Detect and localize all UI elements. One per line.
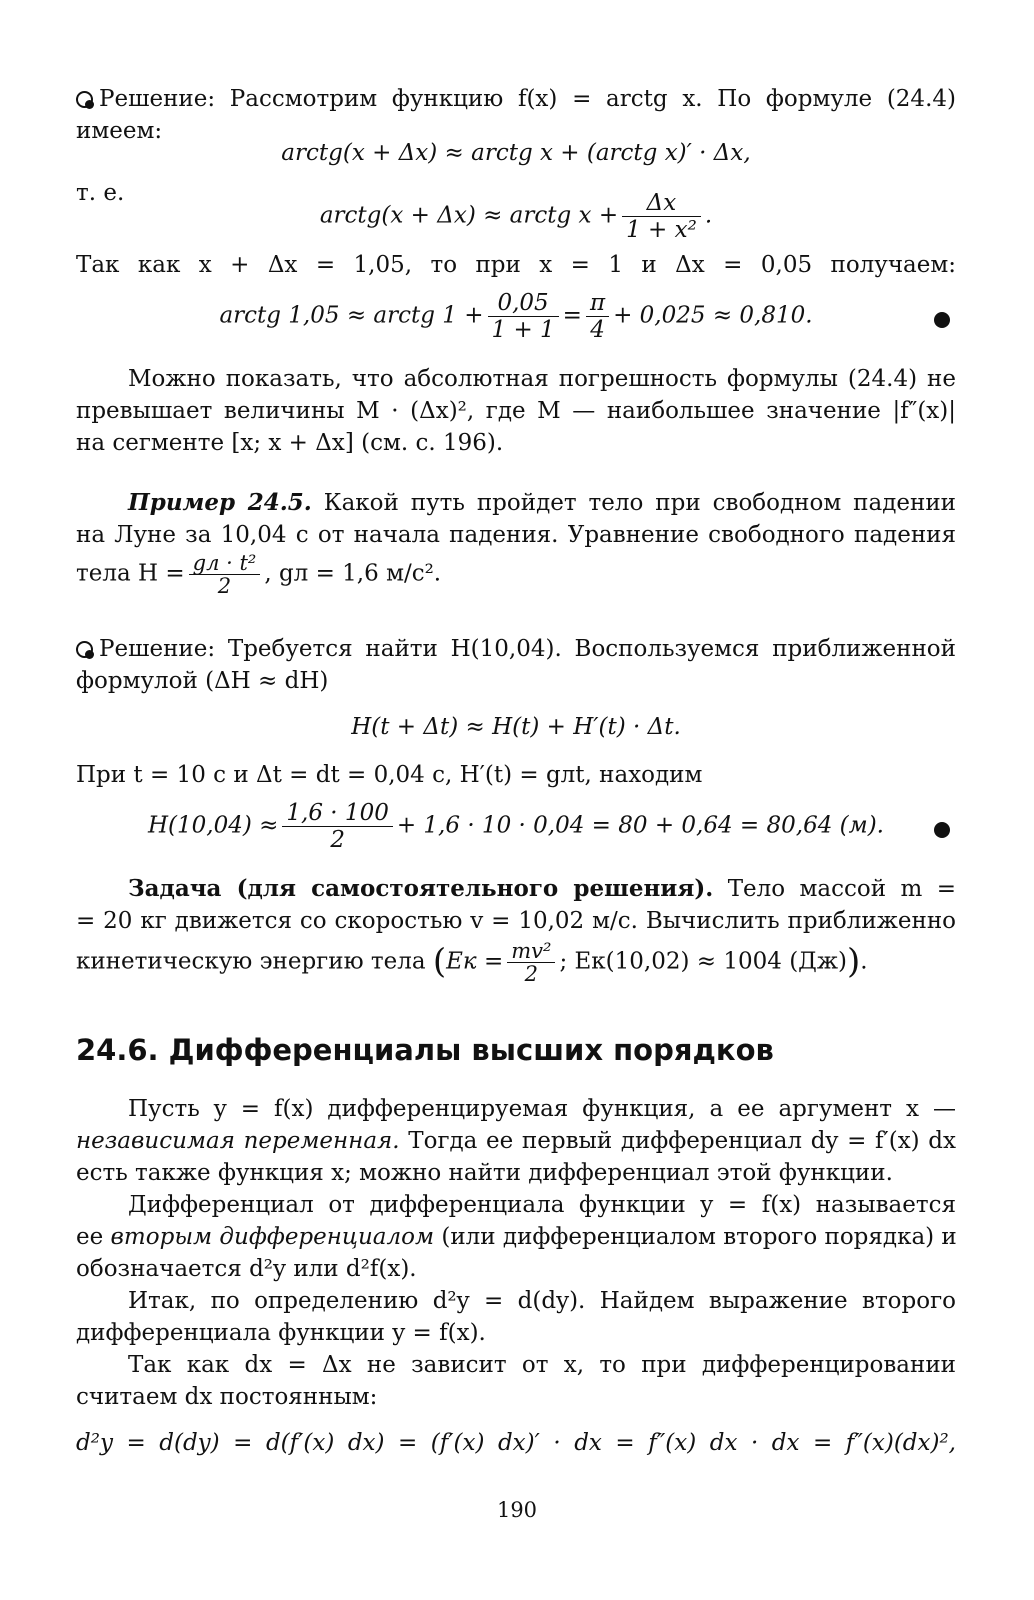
section-heading: 24.6. Дифференциалы высших порядков (76, 1033, 774, 1067)
section-p1-line3: есть также функция x; можно найти дифференциал этой функции. (76, 1160, 893, 1186)
task-line2: = 20 кг движется со скоростью v = 10,02 м/с. Вычислить приближенно (76, 908, 956, 934)
task-line1: Задача (для самостоятельного решения). Тело массой m = (128, 875, 957, 902)
solution1-te: т. е. (76, 180, 125, 206)
solution-end-icon (934, 312, 950, 328)
solution-start-icon (76, 641, 93, 658)
solution1-eq2: arctg(x + Δx) ≈ arctg x + $\frac{\Delta x}{\text{1 + x²}}$ . (319, 190, 713, 243)
solution1-line1: Решение: Рассмотрим функцию f(x) = arctg x. По формуле (24.4) (76, 84, 956, 114)
solution2-line3: При t = 10 с и Δt = dt = 0,04 с, H′(t) = gлt, находим (76, 762, 703, 788)
solution1-line3: Так как x + Δx = 1,05, то при x = 1 и Δx = 0,05 получаем: (76, 252, 956, 278)
section-p3-line1: Итак, по определению d²y = d(dy). Найдем выражение второго (128, 1288, 956, 1314)
example-line1: Пример 24.5. Какой путь пройдет тело при свободном падении (128, 489, 956, 516)
section-final-equation: d²y = d(dy) = d(f′(x) dx) = (f′(x) dx)′ · dx = f″(x) dx · dx = f″(x)(dx)², (76, 1430, 956, 1456)
page-number: 190 (496, 1498, 538, 1522)
section-p1-line2: независимая переменная. Тогда ее первый дифференциал dy = f′(x) dx (76, 1128, 957, 1154)
section-p4-line1: Так как dx = Δx не зависит от x, то при дифференцировании (128, 1352, 956, 1378)
remark-line3: на сегменте [x; x + Δx] (см. с. 196). (76, 430, 504, 456)
section-p2-line3: обозначается d²y или d²f(x). (76, 1256, 417, 1282)
solution2-eq2: H(10,04) ≈ $\frac{1,6 \cdot 100}{2}$ + 1,6 · 10 · 0,04 = 80 + 0,64 = 80,64 (м). (147, 800, 884, 853)
example-line2: на Луне за 10,04 с от начала падения. Уравнение свободного падения (76, 522, 956, 548)
solution-start-icon (76, 91, 93, 108)
section-p1-line1: Пусть y = f(x) дифференцируемая функция, а ее аргумент x — (128, 1096, 956, 1122)
task-line3: кинетическую энергию тела (Eк = $\frac{\text{mv²}}{2}$ ; Eк(10,02) ≈ 1004 (Дж)). (76, 939, 868, 986)
solution1-line2: имеем: (76, 118, 163, 144)
solution-end-icon (934, 822, 950, 838)
section-p3-line2: дифференциала функции y = f(x). (76, 1320, 486, 1346)
section-p2-line1: Дифференциал от дифференциала функции y = f(x) называется (128, 1192, 956, 1218)
solution2-line1: Решение: Требуется найти H(10,04). Воспользуемся приближенной (76, 634, 956, 664)
example-line3: тела H = $\frac{\text{gл · t²}}{2}$ , gл = 1,6 м/с². (76, 551, 442, 598)
solution1-eq1: arctg(x + Δx) ≈ arctg x + (arctg x)′ · Δx, (281, 140, 751, 166)
solution2-eq1: H(t + Δt) ≈ H(t) + H′(t) · Δt. (351, 714, 681, 740)
section-p4-line2: считаем dx постоянным: (76, 1384, 378, 1410)
solution2-line2: формулой (ΔH ≈ dH) (76, 668, 329, 694)
solution1-eq3: arctg 1,05 ≈ arctg 1 + $\frac{0,05}{1 + 1}$ = $\frac{\pi}{4}$ + 0,025 ≈ 0,810. (219, 290, 813, 343)
remark-line1: Можно показать, что абсолютная погрешность формулы (24.4) не (128, 366, 956, 392)
remark-line2: превышает величины M · (Δx)², где M — наибольшее значение |f″(x)| (76, 398, 956, 424)
section-p2-line2: ее вторым дифференциалом (или дифференциалом второго порядка) и (76, 1224, 957, 1250)
